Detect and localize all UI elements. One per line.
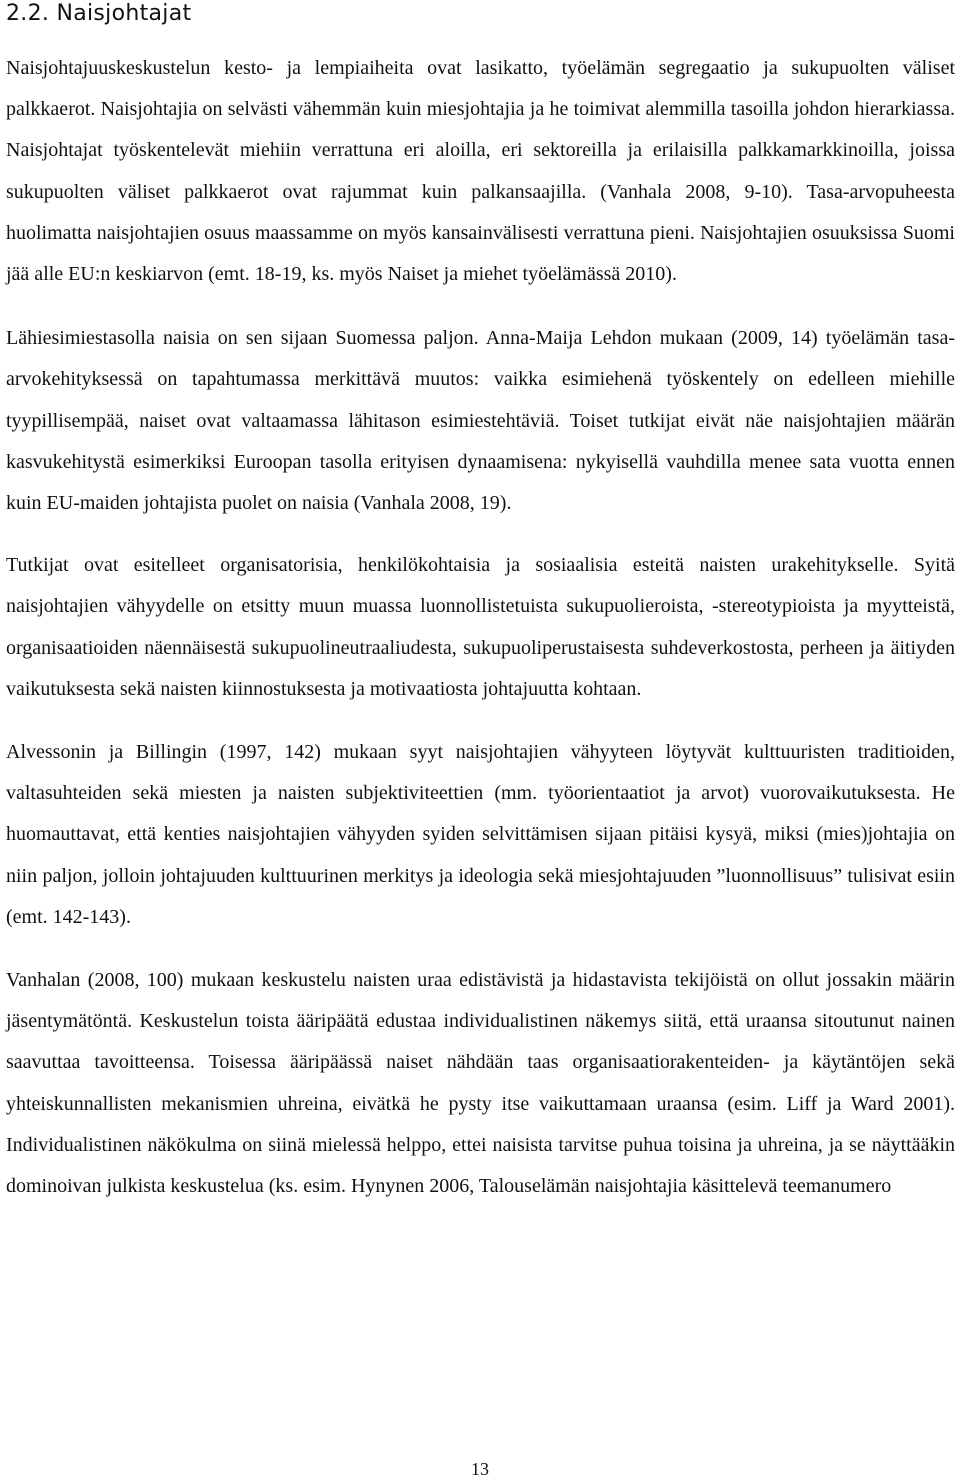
paragraph-4: Alvessonin ja Billingin (1997, 142) mukaan syyt naisjohtajien vähyyteen löytyvät kulttuuristen traditioiden, valtasuhteiden sekä miesten ja naisten subjektiviteettien (mm. työorientaatiot ja arvot) vuorovaikutuksesta. He huomauttavat, että kenties naisjohtajien vähyyden syiden selvittämisen sijaan pitäisi kysyä, miksi (mies)johtajia on niin paljon, jolloin johtajuuden kulttuurinen merkitys ja ideologia sekä miesjohtajuuden ”luonnollisuus” tulisivat esiin (emt. 142-143). [6, 741, 955, 928]
document-page [6, 0, 955, 1207]
section-heading: 2.2. Naisjohtajat [6, 1, 192, 26]
page-number: 13 [471, 1459, 489, 1479]
paragraph-3: Tutkijat ovat esitelleet organisatorisia, henkilökohtaisia ja sosiaalisia esteitä naisten urakehitykselle. Syitä naisjohtajien vähyydelle on etsitty muun muassa luonnollistetuista sukupuolieroista, -stereotypioista ja myytteistä, organisaatioiden näennäisestä sukupuolineutraaliudesta, sukupuoliperustaisesta suhdeverkostosta, perheen ja äitiyden vaikutuksesta sekä naisten kiinnostuksesta ja motivaatiosta johtajuutta kohtaan. [6, 554, 955, 700]
paragraph-5: Vanhalan (2008, 100) mukaan keskustelu naisten uraa edistävistä ja hidastavista tekijöistä on ollut jossakin määrin jäsentymätöntä. Keskustelun toista ääripäätä edustaa individualistinen näkemys siitä, että uraansa sitoutunut nainen saavuttaa tavoitteensa. Toisessa ääripäässä naiset nähdään taas organisaatiorakenteiden- ja käytäntöjen sekä yhteiskunnallisten mekanismien uhreina, eivätkä he pysty itse vaikuttamaan uraansa (esim. Liff ja Ward 2001). Individualistinen näkökulma on siinä mielessä helppo, ettei naisista tarvitse puhua toisina ja uhreina, ja se näyttääkin dominoivan julkista keskustelua (ks. esim. Hynynen 2006, Talouselämän naisjohtajia käsittelevä teemanumero [6, 969, 955, 1198]
paragraph-2: Lähiesimiestasolla naisia on sen sijaan Suomessa paljon. Anna-Maija Lehdon mukaan (2009, 14) työelämän tasa-arvokehityksessä on tapahtumassa merkittävä muutos: vaikka esimiehenä työskentely on edelleen miehille tyypillisempää, naiset ovat valtaamassa lähitason esimiestehtäviä. Toiset tutkijat eivät näe naisjohtajien määrän kasvukehitystä esimerkiksi Euroopan tasolla erityisen dynaamisena: nykyisellä vauhdilla menee sata vuotta ennen kuin EU-maiden johtajista puolet on naisia (Vanhala 2008, 19). [6, 327, 955, 515]
paragraph-1: Naisjohtajuuskeskustelun kesto- ja lempiaiheita ovat lasikatto, työelämän segregaatio ja sukupuolten väliset palkkaerot. Naisjohtajia on selvästi vähemmän kuin miesjohtajia ja he toimivat alemmilla tasoilla johdon hierarkiassa. Naisjohtajat työskentelevät miehiin verrattuna eri aloilla, eri sektoreilla ja erilaisilla palkkamarkkinoilla, joissa sukupuolten väliset palkkaerot ovat rajummat kuin palkansaajilla. (Vanhala 2008, 9-10). Tasa-arvopuheesta huolimatta naisjohtajien osuus maassamme on myös kansainvälisesti verrattuna pieni. Naisjohtajien osuuksissa Suomi jää alle EU:n keskiarvon (emt. 18-19, ks. myös Naiset ja miehet työelämässä 2010). [6, 57, 955, 286]
